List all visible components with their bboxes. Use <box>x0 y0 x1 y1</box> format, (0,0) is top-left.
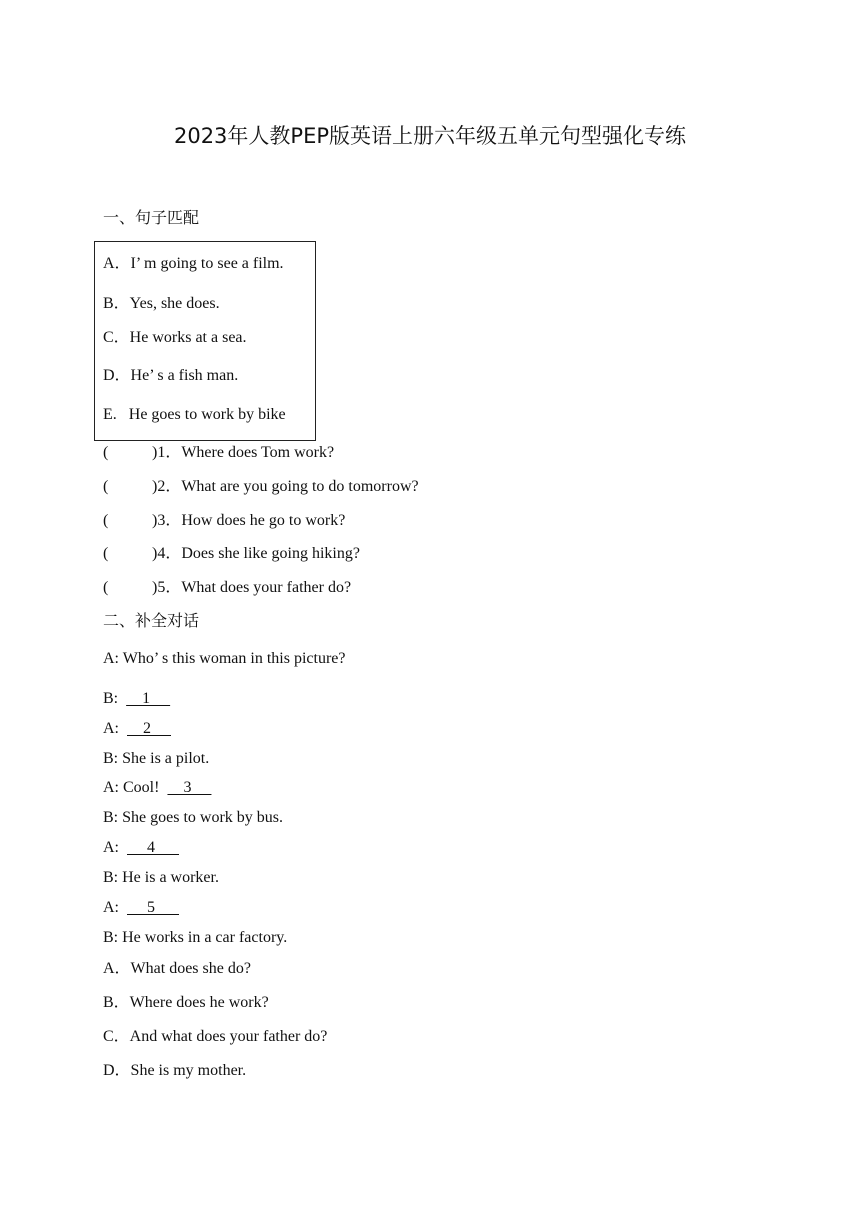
answer-blank-2[interactable]: 2 <box>127 720 171 737</box>
answer-paren-3[interactable]: ( <box>103 512 109 529</box>
question-text: )5．What does your father do? <box>152 579 352 596</box>
dialogue-line: B: 1 <box>103 690 171 707</box>
dialogue-line: B: She goes to work by bus. <box>103 809 283 826</box>
option-a: A．I’ m going to see a film. <box>103 255 284 272</box>
answer-blank-3[interactable]: 3 <box>167 779 212 796</box>
answer-paren-2[interactable]: ( <box>103 478 109 495</box>
matching-question-4 <box>103 544 360 564</box>
answer-paren-4[interactable]: ( <box>103 545 109 562</box>
matching-question-2 <box>103 477 419 497</box>
answer-blank-5[interactable]: 5 <box>127 899 179 916</box>
question-text: )2．What are you going to do tomorrow? <box>152 478 419 495</box>
answer-blank-1[interactable]: 1 <box>126 690 171 707</box>
page-title: 2023年人教PEP版英语上册六年级五单元句型强化专练 <box>173 124 687 148</box>
answer-paren-5[interactable]: ( <box>103 579 109 596</box>
dialogue-line: A: 2 <box>103 720 171 737</box>
answer-paren-1[interactable]: ( <box>103 444 109 461</box>
choice-d: D．She is my mother. <box>103 1062 247 1079</box>
option-b: B．Yes, she does. <box>103 295 220 312</box>
choice-b: B．Where does he work? <box>103 994 269 1011</box>
dialogue-line: A: Who’ s this woman in this picture? <box>103 650 346 667</box>
dialogue-line: A: 4 <box>103 839 179 856</box>
matching-question-3 <box>103 511 345 531</box>
choice-c: C．And what does your father do? <box>103 1028 328 1045</box>
section-heading-dialogue: 二、补全对话 <box>103 611 200 630</box>
answer-blank-4[interactable]: 4 <box>127 839 179 856</box>
choice-a: A．What does she do? <box>103 960 251 977</box>
dialogue-line: B: She is a pilot. <box>103 750 210 767</box>
question-text: )3．How does he go to work? <box>152 512 346 529</box>
question-text: )1．Where does Tom work? <box>152 444 335 461</box>
option-e: E. He goes to work by bike <box>103 406 286 423</box>
option-c: C．He works at a sea. <box>103 329 247 346</box>
dialogue-line: B: He works in a car factory. <box>103 929 288 946</box>
section-heading-matching: 一、句子匹配 <box>103 208 200 227</box>
question-text: )4．Does she like going hiking? <box>152 545 360 562</box>
matching-question-1 <box>103 443 334 463</box>
dialogue-line: A: 5 <box>103 899 179 916</box>
dialogue-line: B: He is a worker. <box>103 869 219 886</box>
option-d: D．He’ s a fish man. <box>103 367 239 384</box>
matching-question-5 <box>103 578 351 598</box>
dialogue-line: A: Cool! 3 <box>103 779 212 796</box>
